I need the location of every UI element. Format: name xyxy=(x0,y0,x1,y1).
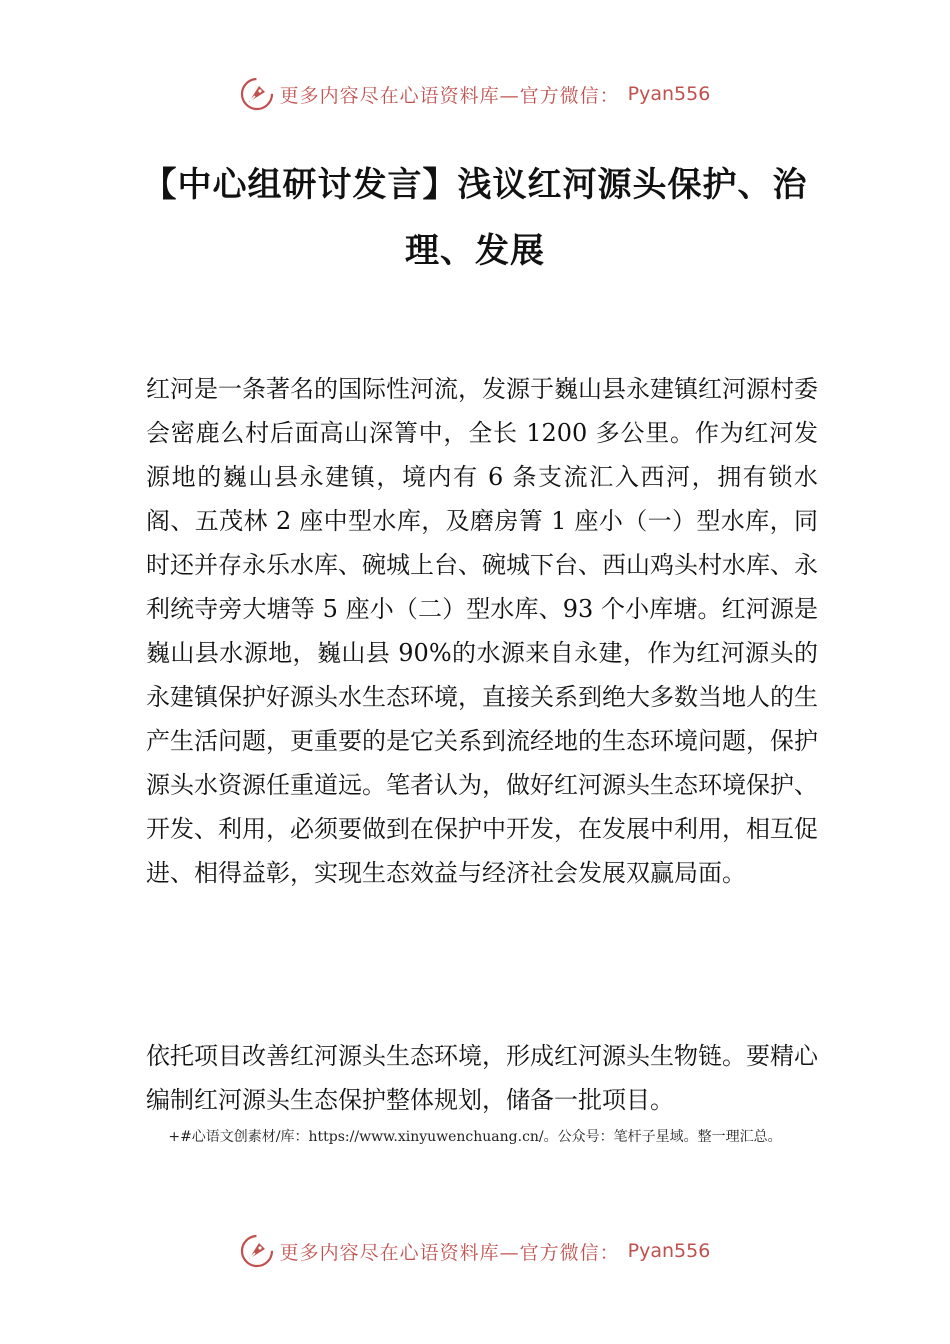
header-banner xyxy=(0,74,950,114)
banner-text: 更多内容尽在心语资料库—官方微信： xyxy=(279,1241,620,1264)
footer-banner xyxy=(0,1231,950,1271)
banner-wechat-id: Pyan556 xyxy=(627,83,711,105)
pen-nib-logo-icon xyxy=(240,77,274,111)
source-note: +#心语文创素材/库：https://www.xinyuwenchuang.cn/。公众号：笔杆子星域。整一理汇总。 xyxy=(168,1129,782,1145)
body-paragraph-2: 依托项目改善红河源头生态环境，形成红河源头生物链。要精心编制红河源头生态保护整体规划，储备一批项目。 xyxy=(146,1042,818,1114)
banner-text: 更多内容尽在心语资料库—官方微信： xyxy=(279,84,620,107)
body-paragraph-1: 红河是一条著名的国际性河流，发源于巍山县永建镇红河源村委会密鹿么村后面高山深箐中，全长 1200 多公里。作为红河发源地的巍山县永建镇，境内有 6 条支流汇入西河，拥有锁水阁、五茂林 2 座中型水库，及磨房箐 1 座小（一）型水库，同时还并存永乐水库、碗城上台、碗城下台、西山鸡头村水库、永利统寺旁大塘等 5 座小（二）型水库、93 个小库塘。红河源是巍山县水源地，巍山县 90%的水源来自永建，作为红河源头的永建镇保护好源头水生态环境，直接关系到绝大多数当地人的生产生活问题，更重要的是它关系到流经地的生态环境问题，保护源头水资源任重道远。笔者认为，做好红河源头生态环境保护、开发、利用，必须要做到在保护中开发，在发展中利用，相互促进、相得益彰，实现生态效益与经济社会发展双赢局面。 xyxy=(146,375,818,887)
pen-nib-logo-icon xyxy=(240,1234,274,1268)
page-title: 【中心组研讨发言】浅议红河源头保护、治理、发展 xyxy=(142,165,808,271)
banner-wechat-id: Pyan556 xyxy=(627,1240,711,1262)
